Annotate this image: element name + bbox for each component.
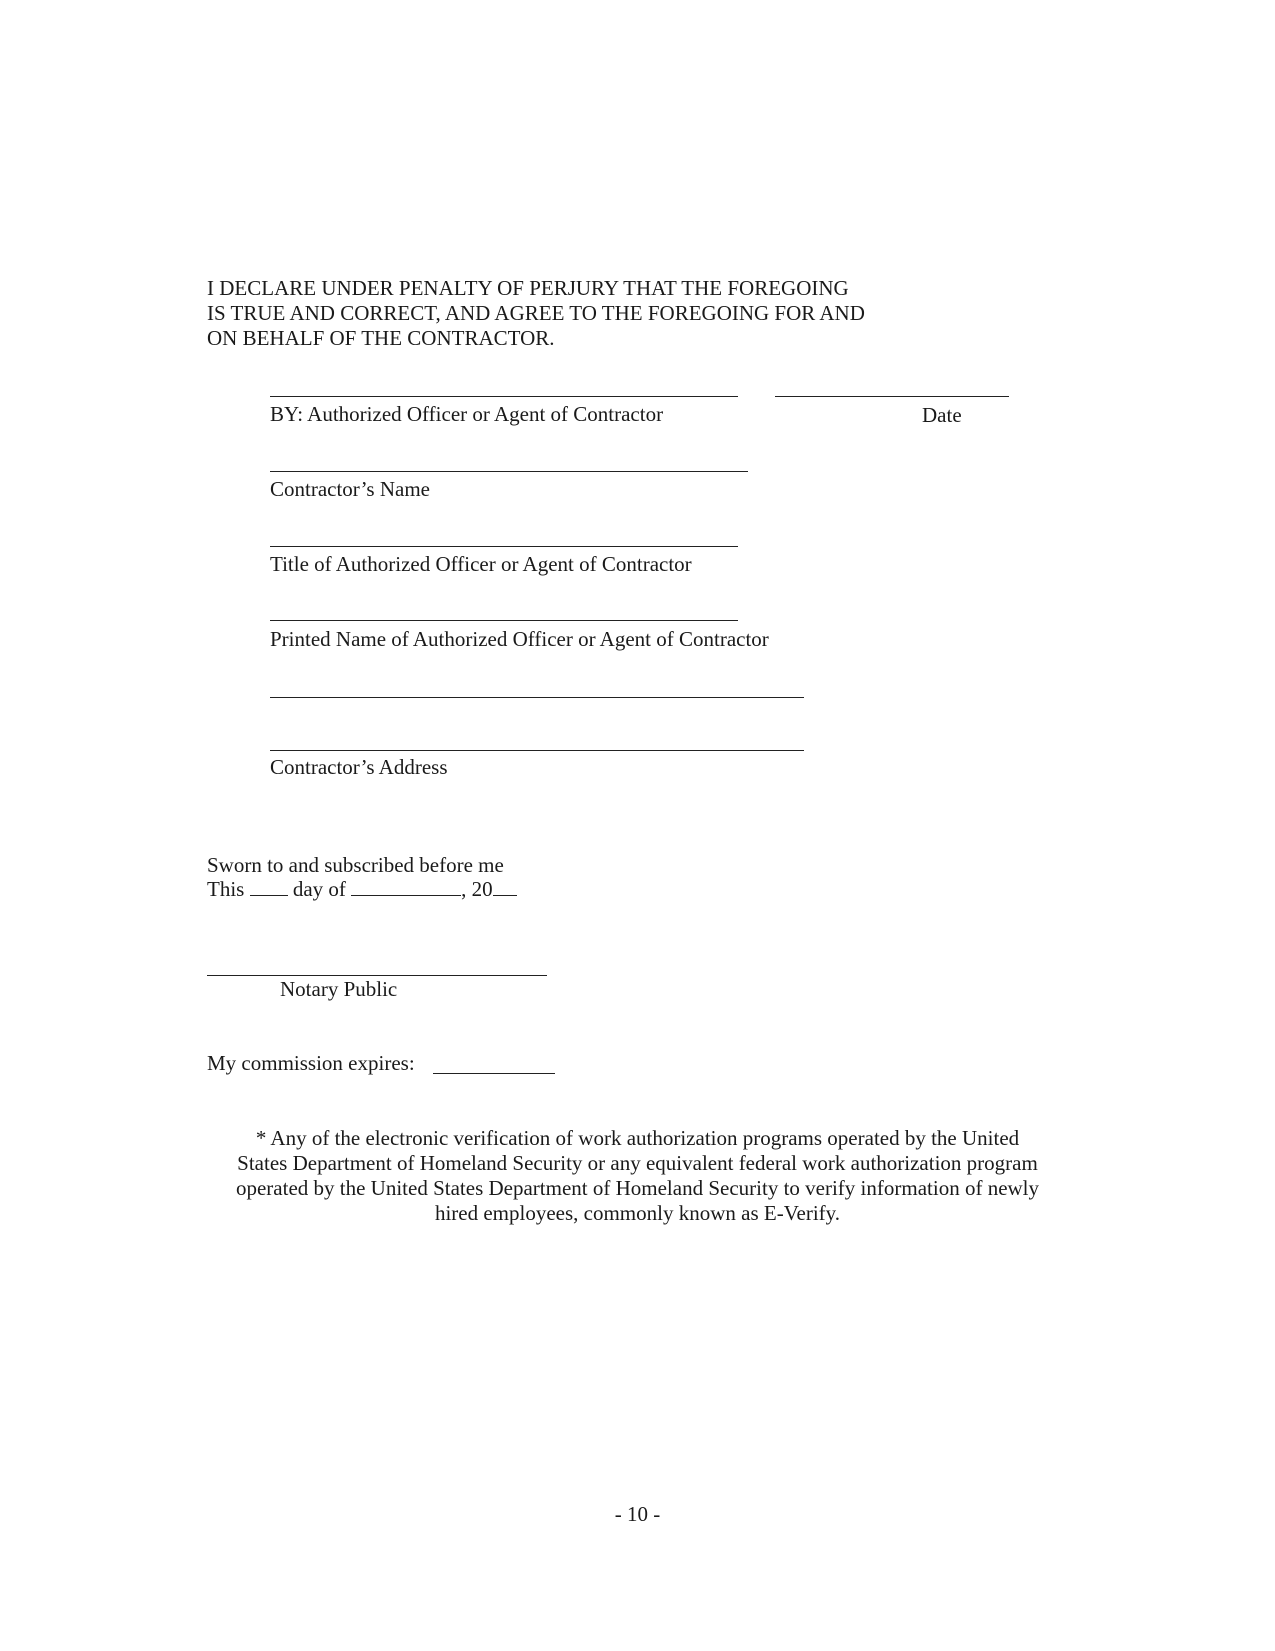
year-blank[interactable] bbox=[493, 877, 517, 896]
date-label: Date bbox=[922, 403, 962, 427]
footnote-line-4: hired employees, commonly known as E-Verify. bbox=[434, 1201, 841, 1225]
page-number: - 10 - bbox=[614, 1502, 661, 1526]
commission-expires-line[interactable] bbox=[433, 1073, 555, 1074]
printed-name-label: Printed Name of Authorized Officer or Agent of Contractor bbox=[270, 627, 769, 651]
date-line[interactable] bbox=[775, 396, 1009, 397]
notary-public-label: Notary Public bbox=[280, 977, 398, 1001]
contractor-address-label: Contractor’s Address bbox=[270, 755, 448, 779]
title-label: Title of Authorized Officer or Agent of Contractor bbox=[270, 552, 692, 576]
footnote-line-1: * Any of the electronic verification of work authorization programs operated by the United bbox=[255, 1126, 1020, 1150]
declaration-line-3: ON BEHALF OF THE CONTRACTOR. bbox=[207, 326, 555, 350]
address-line-2[interactable] bbox=[270, 750, 804, 751]
contractor-name-line[interactable] bbox=[270, 471, 748, 472]
notary-signature-line[interactable] bbox=[207, 975, 547, 976]
footnote-line-3: operated by the United States Department of Homeland Security to verify information of newly bbox=[235, 1176, 1040, 1200]
address-line-1[interactable] bbox=[270, 697, 804, 698]
day-of-text: day of bbox=[292, 877, 346, 901]
this-word: This bbox=[207, 877, 245, 901]
contractor-name-label: Contractor’s Name bbox=[270, 477, 430, 501]
day-blank[interactable] bbox=[250, 877, 288, 896]
by-authorized-officer-label: BY: Authorized Officer or Agent of Contractor bbox=[270, 402, 664, 426]
printed-name-line[interactable] bbox=[270, 620, 738, 621]
footnote-line-2: States Department of Homeland Security or any equivalent federal work authorization program bbox=[237, 1151, 1038, 1175]
year-prefix: , 20 bbox=[461, 877, 493, 901]
sworn-date-line bbox=[207, 877, 517, 902]
declaration-line-1: I DECLARE UNDER PENALTY OF PERJURY THAT THE FOREGOING bbox=[207, 276, 849, 300]
month-blank[interactable] bbox=[351, 877, 461, 896]
declaration-line-2: IS TRUE AND CORRECT, AND AGREE TO THE FOREGOING FOR AND bbox=[207, 301, 865, 325]
sworn-statement: Sworn to and subscribed before me bbox=[207, 853, 504, 877]
signature-line[interactable] bbox=[270, 396, 738, 397]
title-line[interactable] bbox=[270, 546, 738, 547]
commission-expires-label: My commission expires: bbox=[207, 1051, 415, 1075]
